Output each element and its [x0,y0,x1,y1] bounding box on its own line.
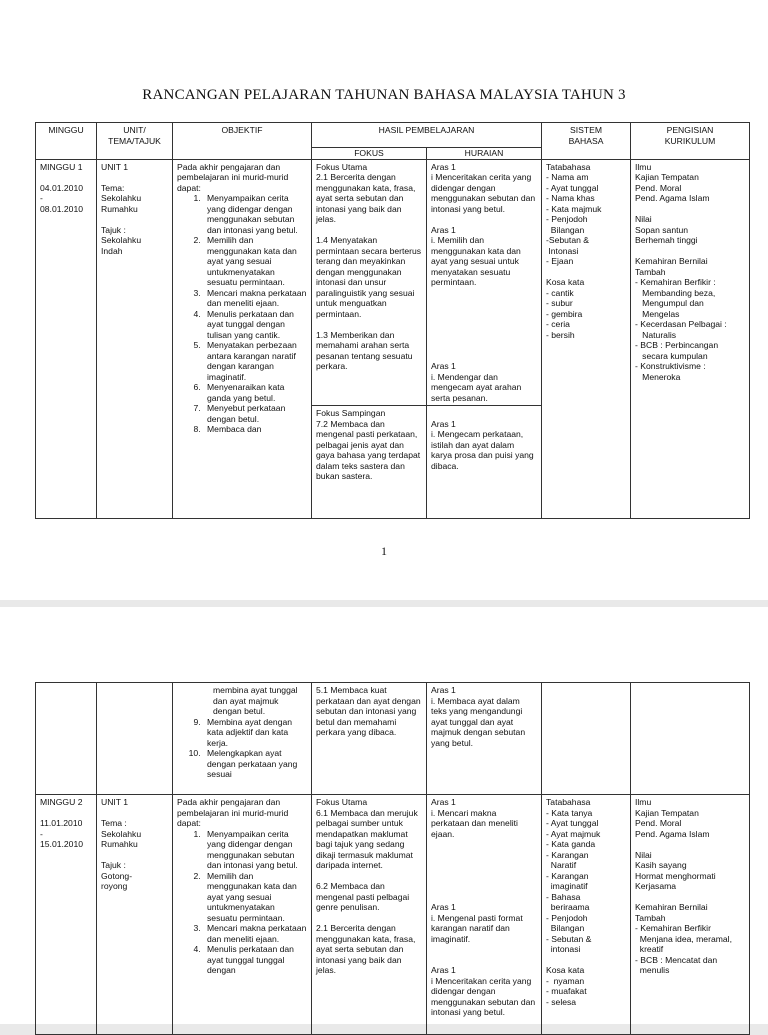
sistem-bahasa-line: - Ejaan [546,256,574,266]
page-number: 1 [381,544,387,558]
sistem-bahasa-line: Bilangan [546,224,585,235]
sistem-bahasa-cell [542,159,631,518]
pengisian-line [635,204,745,215]
sistem-bahasa-line: Intonasi [546,245,579,256]
objektif-list-continued [177,717,307,780]
pengisian-line: Pend. Agama Islam [635,828,710,839]
unit-cell: UNIT 1 Tema: Sekolahku Rumahku Tajuk : Sekolahku Indah [97,159,173,518]
sistem-bahasa-line: -Sebutan & [546,235,589,245]
table-row-week-1 [36,159,750,518]
week-cell: MINGGU 1 04.01.2010 - 08.01.2010 [36,159,97,518]
pengisian-line: Menjana idea, meramal, [635,933,732,944]
huraian-cell-continued: Aras 1 i. Membaca ayat dalam teks yang mengandungi ayat tunggal dan ayat majmuk dengan sebutan yang betul. [427,683,542,795]
pengisian-line: Pend. Moral [635,818,682,828]
pengisian-line: Kemahiran Bernilai [635,256,708,266]
sistem-cell-empty [542,683,631,795]
sistem-bahasa-line: imaginatif [546,881,588,891]
pengisian-line: - Kemahiran Berfikir : [635,277,716,287]
document-title: RANCANGAN PELAJARAN TAHUNAN BAHASA MALAYSIA TAHUN 3 [142,87,626,103]
sistem-bahasa-line: - Kata ganda [546,839,596,849]
hasil-pembelajaran-cell [312,159,542,518]
objektif-intro: Pada akhir pengajaran dan pembelajaran ini murid-murid dapat: [177,797,289,828]
header-fokus: FOKUS [312,148,427,160]
sistem-bahasa-cell [542,795,631,1035]
fokus-cell: Fokus Utama 6.1 Membaca dan merujuk pelbagai sumber untuk mendapatkan maklumat bagi tajuk yang sedang dikaji termasuk maklumat daripada internet. 6.2 Membaca dan mengenal pasti pelbagai genre penulisan. 2.1 Bercerita dengan menggunakan kata, frasa, ayat serta sebutan dan intonasi yang baik dan jelas. [312,795,427,1035]
sistem-bahasa-line: - Kata tanya [546,807,593,818]
sistem-bahasa-line: - Sebutan & [546,933,592,944]
objektif-item: 2. Memilih dan menggunakan kata dan ayat yang sesuai untukmenyatakan sesuatu permintaan. [203,235,307,288]
objektif-continued-text: membina ayat tunggal dan ayat majmuk dengan betul. [213,685,298,716]
document-page-2 [0,607,768,1024]
huraian-utama: Aras 1 i Menceritakan cerita yang didengar dengan menggunakan sebutan dan intonasi yang betul. Aras 1 i. Memilih dan menggunakan kata dan ayat yang sesuai untuk menyatakan sesuatu permintaan. Aras 1 i. Mendengar dan mengecam ayat arahan serta pesanan. [431,161,536,403]
sistem-bahasa-line: intonasi [546,944,581,954]
sistem-bahasa-line [546,267,626,278]
pengisian-line: Ilmu [635,797,652,807]
pengisian-line: - Konstruktivisme : [635,361,706,371]
pengisian-line: Kerjasama [635,881,677,891]
sistem-bahasa-line: Tatabahasa [546,797,591,807]
fokus-sampingan: Fokus Sampingan 7.2 Membaca dan mengenal pasti perkataan, pelbagai jenis ayat dan gaya bahasa yang terdapat dalam teks sastera dan bukan sastera. [312,406,427,518]
sistem-bahasa-line: - bersih [546,329,575,340]
pengisian-line: Naturalis [635,329,677,340]
objektif-item: 10. Melengkapkan ayat dengan perkataan yang sesuai [203,748,307,780]
header-pengisian-kurikulum: PENGISIAN KURIKULUM [631,123,750,160]
header-objektif: OBJEKTIF [173,123,312,160]
pengisian-line: Berhemah tinggi [635,235,698,245]
pengisian-kurikulum-cell [631,159,750,518]
sistem-bahasa-line: - cantik [546,287,574,298]
pengisian-line: Hormat menghormati [635,870,716,881]
objektif-item: 9. Membina ayat dengan kata adjektif dan kata kerja. [203,717,307,749]
objektif-item: 6. Menyenaraikan kata ganda yang betul. [203,382,307,403]
sistem-bahasa-line: - Bahasa [546,891,581,902]
objektif-list [177,829,307,976]
week-cell-empty [36,683,97,795]
pengisian-line: Mengumpul dan [635,298,704,308]
pengisian-line: - BCB : Mencatat dan [635,954,718,965]
sistem-bahasa-line: - Karangan [546,870,589,881]
pengisian-line: kreatif [635,944,664,954]
header-huraian: HURAIAN [427,148,542,160]
huraian-sampingan: Aras 1 i. Mengecam perkataan, istilah dan ayat dalam karya prosa dan puisi yang dibaca. [427,406,542,518]
sistem-bahasa-line: - Penjodoh [546,214,588,224]
pengisian-line: Nilai [635,214,652,224]
sistem-bahasa-line: - nyaman [546,975,585,986]
objektif-item: 4. Menulis perkataan dan ayat tunggal tunggal dengan [203,944,307,976]
objektif-cell-continued [173,683,312,795]
pengisian-line: Tambah [635,912,666,923]
sistem-bahasa-line: Bilangan [546,923,585,933]
pengisian-line: Membanding beza, [635,287,716,298]
pengisian-line: Pend. Moral [635,182,682,193]
pengisian-line: Kemahiran Bernilai [635,902,708,912]
pengisian-line: menulis [635,965,670,975]
objektif-cell [173,795,312,1035]
pengisian-kurikulum-cell [631,795,750,1035]
sistem-bahasa-line: - Kata majmuk [546,203,602,214]
objektif-item: 8. Membaca dan [203,424,307,435]
sistem-bahasa-line: - Nama am [546,172,589,182]
sistem-bahasa-line: beriraama [546,902,590,912]
sistem-bahasa-line [546,955,626,966]
week-cell: MINGGU 2 11.01.2010 - 15.01.2010 [36,795,97,1035]
unit-cell: UNIT 1 Tema : Sekolahku Rumahku Tajuk : Gotong- royong [97,795,173,1035]
table-row-week-2 [36,795,750,1035]
sistem-bahasa-line: Naratif [546,860,577,870]
objektif-item: 3. Mencari makna perkataan dan meneliti ejaan. [203,288,307,309]
pengisian-line: Tambah [635,266,666,277]
fokus-utama: Fokus Utama 2.1 Bercerita dengan menggunakan kata, frasa, ayat serta sebutan dan intonasi yang baik dan jelas. 1.4 Menyatakan permintaan secara berterus terang dan meyakinkan dengan menggunakan intonasi dan unsur paralinguistik yang sesuai untuk menguatkan permintaan. 1.3 Memberikan dan memahami arahan serta pesanan tentang sesuatu perkara. [312,160,427,406]
header-sistem-bahasa: SISTEM BAHASA [542,123,631,160]
sistem-bahasa-line: - Ayat majmuk [546,828,601,839]
sistem-bahasa-line: - ceria [546,319,570,329]
objektif-item: 3. Mencari makna perkataan dan meneliti ejaan. [203,923,307,944]
sistem-bahasa-line: - Nama khas [546,193,595,203]
objektif-item: 4. Menulis perkataan dan ayat tunggal dengan tulisan yang cantik. [203,309,307,341]
header-minggu: MINGGU [36,123,97,160]
pengisian-line [635,246,745,257]
pengisian-line: secara kumpulan [635,350,708,361]
sistem-bahasa-line: - subur [546,298,573,308]
pengisian-line: Mengelas [635,308,680,319]
objektif-intro: Pada akhir pengajaran dan pembelajaran ini murid-murid dapat: [177,161,289,193]
pengisian-line: Nilai [635,849,652,860]
sistem-bahasa-line: - gembira [546,308,583,319]
header-hasil-pembelajaran: HASIL PEMBELAJARAN [312,123,542,148]
pengisian-cell-empty [631,683,750,795]
pengisian-line: Pend. Agama Islam [635,193,710,203]
pengisian-line: Ilmu [635,161,652,172]
pengisian-line: Kajian Tempatan [635,172,699,182]
unit-cell-empty [97,683,173,795]
sistem-bahasa-line: - selesa [546,996,577,1007]
pengisian-line: Kasih sayang [635,860,687,870]
pengisian-line: Sopan santun [635,224,689,235]
objektif-item: 1. Menyampaikan cerita yang didengar dengan menggunakan sebutan dan intonasi yang betul. [203,829,307,871]
sistem-bahasa-line: - Karangan [546,849,589,860]
objektif-item: 5. Menyatakan perbezaan antara karangan naratif dengan karangan imaginatif. [203,340,307,382]
pengisian-line: - Kemahiran Berfikir [635,923,711,933]
fokus-cell-continued: 5.1 Membaca kuat perkataan dan ayat dengan sebutan dan intonasi yang betul dan memahami perkara yang dibaca. [312,683,427,795]
pengisian-line: - Kecerdasan Pelbagai : [635,319,727,329]
pengisian-line: - BCB : Perbincangan [635,340,719,350]
header-unit: UNIT/ TEMA/TAJUK [97,123,173,160]
objektif-cell [173,159,312,518]
table-row-continuation [36,683,750,795]
sistem-bahasa-line: - Penjodoh [546,912,588,923]
lesson-plan-table [35,122,750,519]
sistem-bahasa-line: Kosa kata [546,965,585,975]
objektif-list [177,193,307,435]
pengisian-line [635,892,745,903]
objektif-item: 1. Menyampaikan cerita yang didengar dengan menggunakan sebutan dan intonasi yang betul. [203,193,307,235]
lesson-plan-table-continued [35,682,750,1035]
sistem-bahasa-line: Kosa kata [546,277,585,287]
sistem-bahasa-line: - Ayat tunggal [546,182,599,193]
objektif-item: 7. Menyebut perkataan dengan betul. [203,403,307,424]
objektif-item: 2. Memilih dan menggunakan kata dan ayat yang sesuai untukmenyatakan sesuatu permintaan. [203,871,307,924]
pengisian-line: Meneroka [635,371,681,382]
sistem-bahasa-line: Tatabahasa [546,161,591,172]
sistem-bahasa-line: - Ayat tunggal [546,818,599,828]
huraian-cell: Aras 1 i. Mencari makna perkataan dan meneliti ejaan. Aras 1 i. Mengenal pasti format karangan naratif dan imaginatif. Aras 1 i Menceritakan cerita yang didengar dengan menggunakan sebutan dan intonasi yang betul. [427,795,542,1035]
pengisian-line: Kajian Tempatan [635,807,699,818]
sistem-bahasa-line: - muafakat [546,986,587,996]
pengisian-line [635,839,745,850]
